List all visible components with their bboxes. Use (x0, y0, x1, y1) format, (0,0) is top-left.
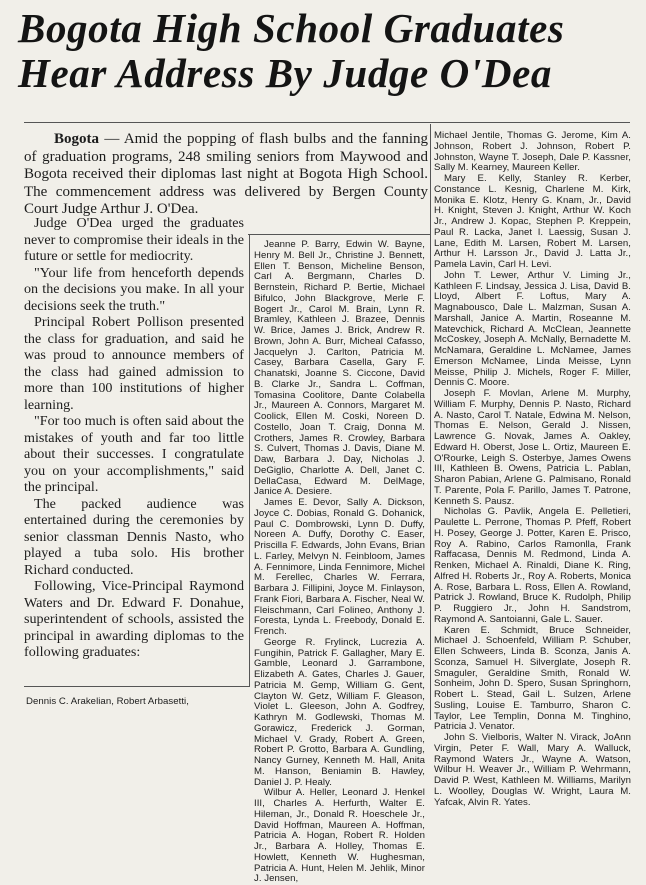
body-paragraph: Judge O'Dea urged the graduates never to compromise their ideals in the future or settle for mediocrity. (24, 215, 244, 264)
body-paragraph: "For too much is often said about the mistakes of youth and far too little about their successes. I congratulate you on your accomplishments," said the principal. (24, 413, 244, 495)
column-divider-right (430, 124, 431, 720)
dateline: Bogota (54, 131, 99, 147)
graduates-names: Mary E. Kelly, Stanley R. Kerber, Constance L. Kesnig, Charlene M. Kirk, Monika E. Klotz, Henry G. Knam, Jr., David H. Knight, Steven J. Knight, Arthur W. Koch Jr., Andrew J. Kopac, Stephen P. Kreppein, Paul R. Lacka, Janet I. Laessig, Susan J. Lane, Edith M. Larsen, Robert M. Larsen, Arthur H. Larsson Jr., David J. Latta Jr., Pamela Lavin, Carl H. Levi. (434, 173, 631, 270)
body-paragraph: Principal Robert Pollison presented the class for graduation, and said he was proud to announce members of the class had gained admission to more than 100 institutions of higher learning. (24, 314, 244, 413)
graduates-names: James E. Devor, Sally A. Dickson, Joyce C. Dobias, Ronald G. Dohanick, Paul C. Dombrowski, Lynn D. Duffy, Noreen A. Duffy, Dorothy C. Easer, Priscilla F. Edwards, John Evans, Brian L. Farley, Melvyn N. Feinbloom, James A. Fennimore, Linda Fennimore, Michel M. Ferellec, Charles W. Ferrara, Barbara J. Fillipini, Joyce M. Finlayson, Frank Fiori, Barbara A. Fischer, Neal W. Fleischmann, Carl Folineo, Anthony J. Foresta, Lynda L. Freebody, Donald E. French. (254, 497, 426, 637)
body-paragraph: "Your life from henceforth depends on the decisions you make. In all your decisions seek the truth." (24, 264, 244, 314)
graduates-names: Nicholas G. Pavlik, Angela E. Pelletieri, Paulette L. Perrone, Thomas P. Pfeff, Robert H. Posey, George J. Potter, Karen E. Prisco, Roy A. Rabino, Carlos Ramonlla, Frank Raffacasa, Dennis M. Redmond, Linda A. Renken, Michael A. Rinaldi, Diane K. Ring, Alfred H. Roberts Jr., Roy A. Roberts, Monica A. Rose, Barbara L. Ross, Ellen A. Rowland, Patrick J. Rowland, Bruce K. Rudolph, Philip P. Ruggiero Jr., John H. Sandstrom, Raymond A. Santoianni, Gale L. Sauer. (434, 506, 631, 625)
names-box-top-rule (248, 234, 430, 235)
graduates-names: Joseph F. Movlan, Arlene M. Murphy, William F. Murphy, Dennis P. Nasto, Richard A. Nasto, Carol T. Natale, Edwina M. Nelson, Thomas E. Nelson, Gerald J. Nissen, Lawrence G. Novak, James A. Oakley, Edward H. Oberst, Jose L. Ortiz, Maureen E. O'Rourke, Leigh S. Osterbye, James Owens III, Kathleen B. Owens, Patricia L. Pablan, Sharon Pabian, Arlene G. Palmisano, Ronald T. Parente, Pola F. Parillo, James T. Patrone, Kenneth S. Pausz. (434, 388, 631, 507)
body-paragraph: The packed audience was entertained during the ceremonies by senior classman Dennis Nasto, who played a tuba solo. His brother Richard conducted. (24, 495, 244, 578)
lead-paragraph (24, 131, 428, 219)
lead-text: — Amid the popping of flash bulbs and the fanning of graduation programs, 248 smiling seniors from Maywood and Bogota received their diplomas last night at Bogota High School. The commencement address was delivered by Bergen County Court Judge Arthur J. O'Dea. (24, 131, 428, 217)
graduates-names: Jeanne P. Barry, Edwin W. Bayne, Henry M. Bell Jr., Christine J. Bennett, Ellen T. Benson, Micheline Benson, Carl A. Bergmann, Charles D. Bernstein, Richard P. Bertie, Michael Bifulco, John Blackgrove, Merle F. Bogert Jr., Carol M. Brain, Lynn R. Bramley, Kathleen J. Brazee, Dennis W. Brice, James J. Brick, Andrew R. Brown, John A. Burr, Micheal Cafasso, Jacquelyn J. Carlton, Patricia M. Casey, Barbara Casella, Gary F. Chanatski, Joanne S. Ciccone, David B. Clarke Jr., Sandra L. Coffman, Tomasina Coolitore, Dante Colabella Jr., Maureen A. Connors, Margaret M. Coolick, Ellen M. Coski, Noreen D. Costello, Joan T. Craig, Donna M. Crothers, James R. Crowley, Barbara S. Culvert, Thomas J. Davis, Diane M. Daw, Barbara J. Day, Nicholas J. DeGiglio, Charlotte A. Dell, Janet C. DellaCasa, Edward M. DelMage, Janice A. Desiere. (254, 239, 425, 498)
column-divider-mid (249, 234, 250, 686)
graduates-names: George R. Frylinck, Lucrezia A. Fungihin, Patrick F. Gallagher, Mary E. Gamble, Leonard J. Garrambone, Elizabeth A. Gates, Charles J. Gauer, Patricia M. Gemp, William G. Gent, Clayton W. Getz, William F. Gleason, Violet L. Gleeson, John A. Godfrey, Kathryn M. Godlewski, Thomas M. Gorawicz, Frederick J. Gorman, Michael V. Grady, Robert A. Green, Robert P. Grotto, Barbara A. Gundling, Nancy Gurney, Kenneth M. Hall, Anita M. Hanson, Beniamin B. Hawley, Daniel J. P. Healy. (254, 636, 425, 788)
headline-line-1: Bogota High School Graduates (18, 5, 565, 51)
article-body (24, 215, 244, 661)
graduates-list-start (26, 697, 242, 708)
names-box-bottom-rule (24, 686, 250, 687)
body-paragraph: Following, Vice-Principal Raymond Waters and Dr. Edward F. Donahue, superintendent of schools, assisted the principal in awarding diplomas to the following graduates: (24, 578, 244, 660)
graduates-names: Dennis C. Arakelian, Robert Arbasetti, (26, 696, 189, 707)
graduates-names: Karen E. Schmidt, Bruce Schneider, Michael J. Schoenfeld, William P. Schuber, Ellen Schweers, Linda B. Sconza, Janis A. Sconza, Samuel H. Silverglate, Joseph R. Smaguler, Geraldine Smith, Ronald W. Sonheim, John D. Spero, Susan Springhorn, Robert L. Stead, Gail L. Sulzen, Arlene Susling, Louise E. Tamburro, Sharon C. Taylor, Lee Templin, Donna M. Tinghino, Patricia J. Venator. (434, 624, 631, 733)
graduates-list-right (434, 131, 631, 808)
headline (18, 6, 633, 96)
headline-line-2: Hear Address By Judge O'Dea (18, 50, 552, 96)
graduates-names: John T. Lewer, Arthur V. Liming Jr., Kathleen F. Lindsay, Jessica J. Lisa, David B. Lloyd, Albert F. Loftus, Mary A. Magnabousco, Dale L. Malzman, Susan A. Marshall, Janice A. Martin, Roseanne M. Matevchick, Richard A. McClean, Jeannette McCoskey, Joseph A. McNally, Bernadette M. McNamara, Geraldine L. McNamee, James Emerson McNamee, Linda Meisse, Lynn Meisse, Philip J. Michels, Roger F. Miller, Dennis C. Moore. (434, 269, 631, 389)
graduates-list-middle (254, 240, 425, 885)
graduates-names: Michael Jentile, Thomas G. Jerome, Kim A. Johnson, Robert J. Johnson, Robert P. Johnston, Wayne T. Joseph, Dale P. Kassner, Sally M. Kearney, Maureen Keller. (434, 130, 631, 174)
headline-rule (24, 122, 630, 123)
graduates-names: Wilbur A. Heller, Leonard J. Henkel III, Charles A. Herfurth, Walter E. Hileman, Jr., Donald R. Hoeschele Jr., David Hoffman, Maureen A. Hoffman, Patricia A. Hogan, Robert R. Holden Jr., Barbara A. Holley, Thomas E. Howlett, Kenneth W. Hughesman, Patricia A. Hunt, Helen M. Jehlik, Minor J. Jensen, (254, 787, 425, 885)
graduates-names: John S. Vielboris, Walter N. Virack, JoAnn Virgin, Peter F. Wall, Mary A. Walluck, Raymond Waters Jr., Wayne A. Watson, Wilbur H. Weaver Jr., William P. Wehrmann, David P. West, Kathleen M. Williams, Marilyn L. Woolley, Douglas W. Wright, Laura M. Yafcak, Alvin R. Yates. (434, 732, 631, 808)
